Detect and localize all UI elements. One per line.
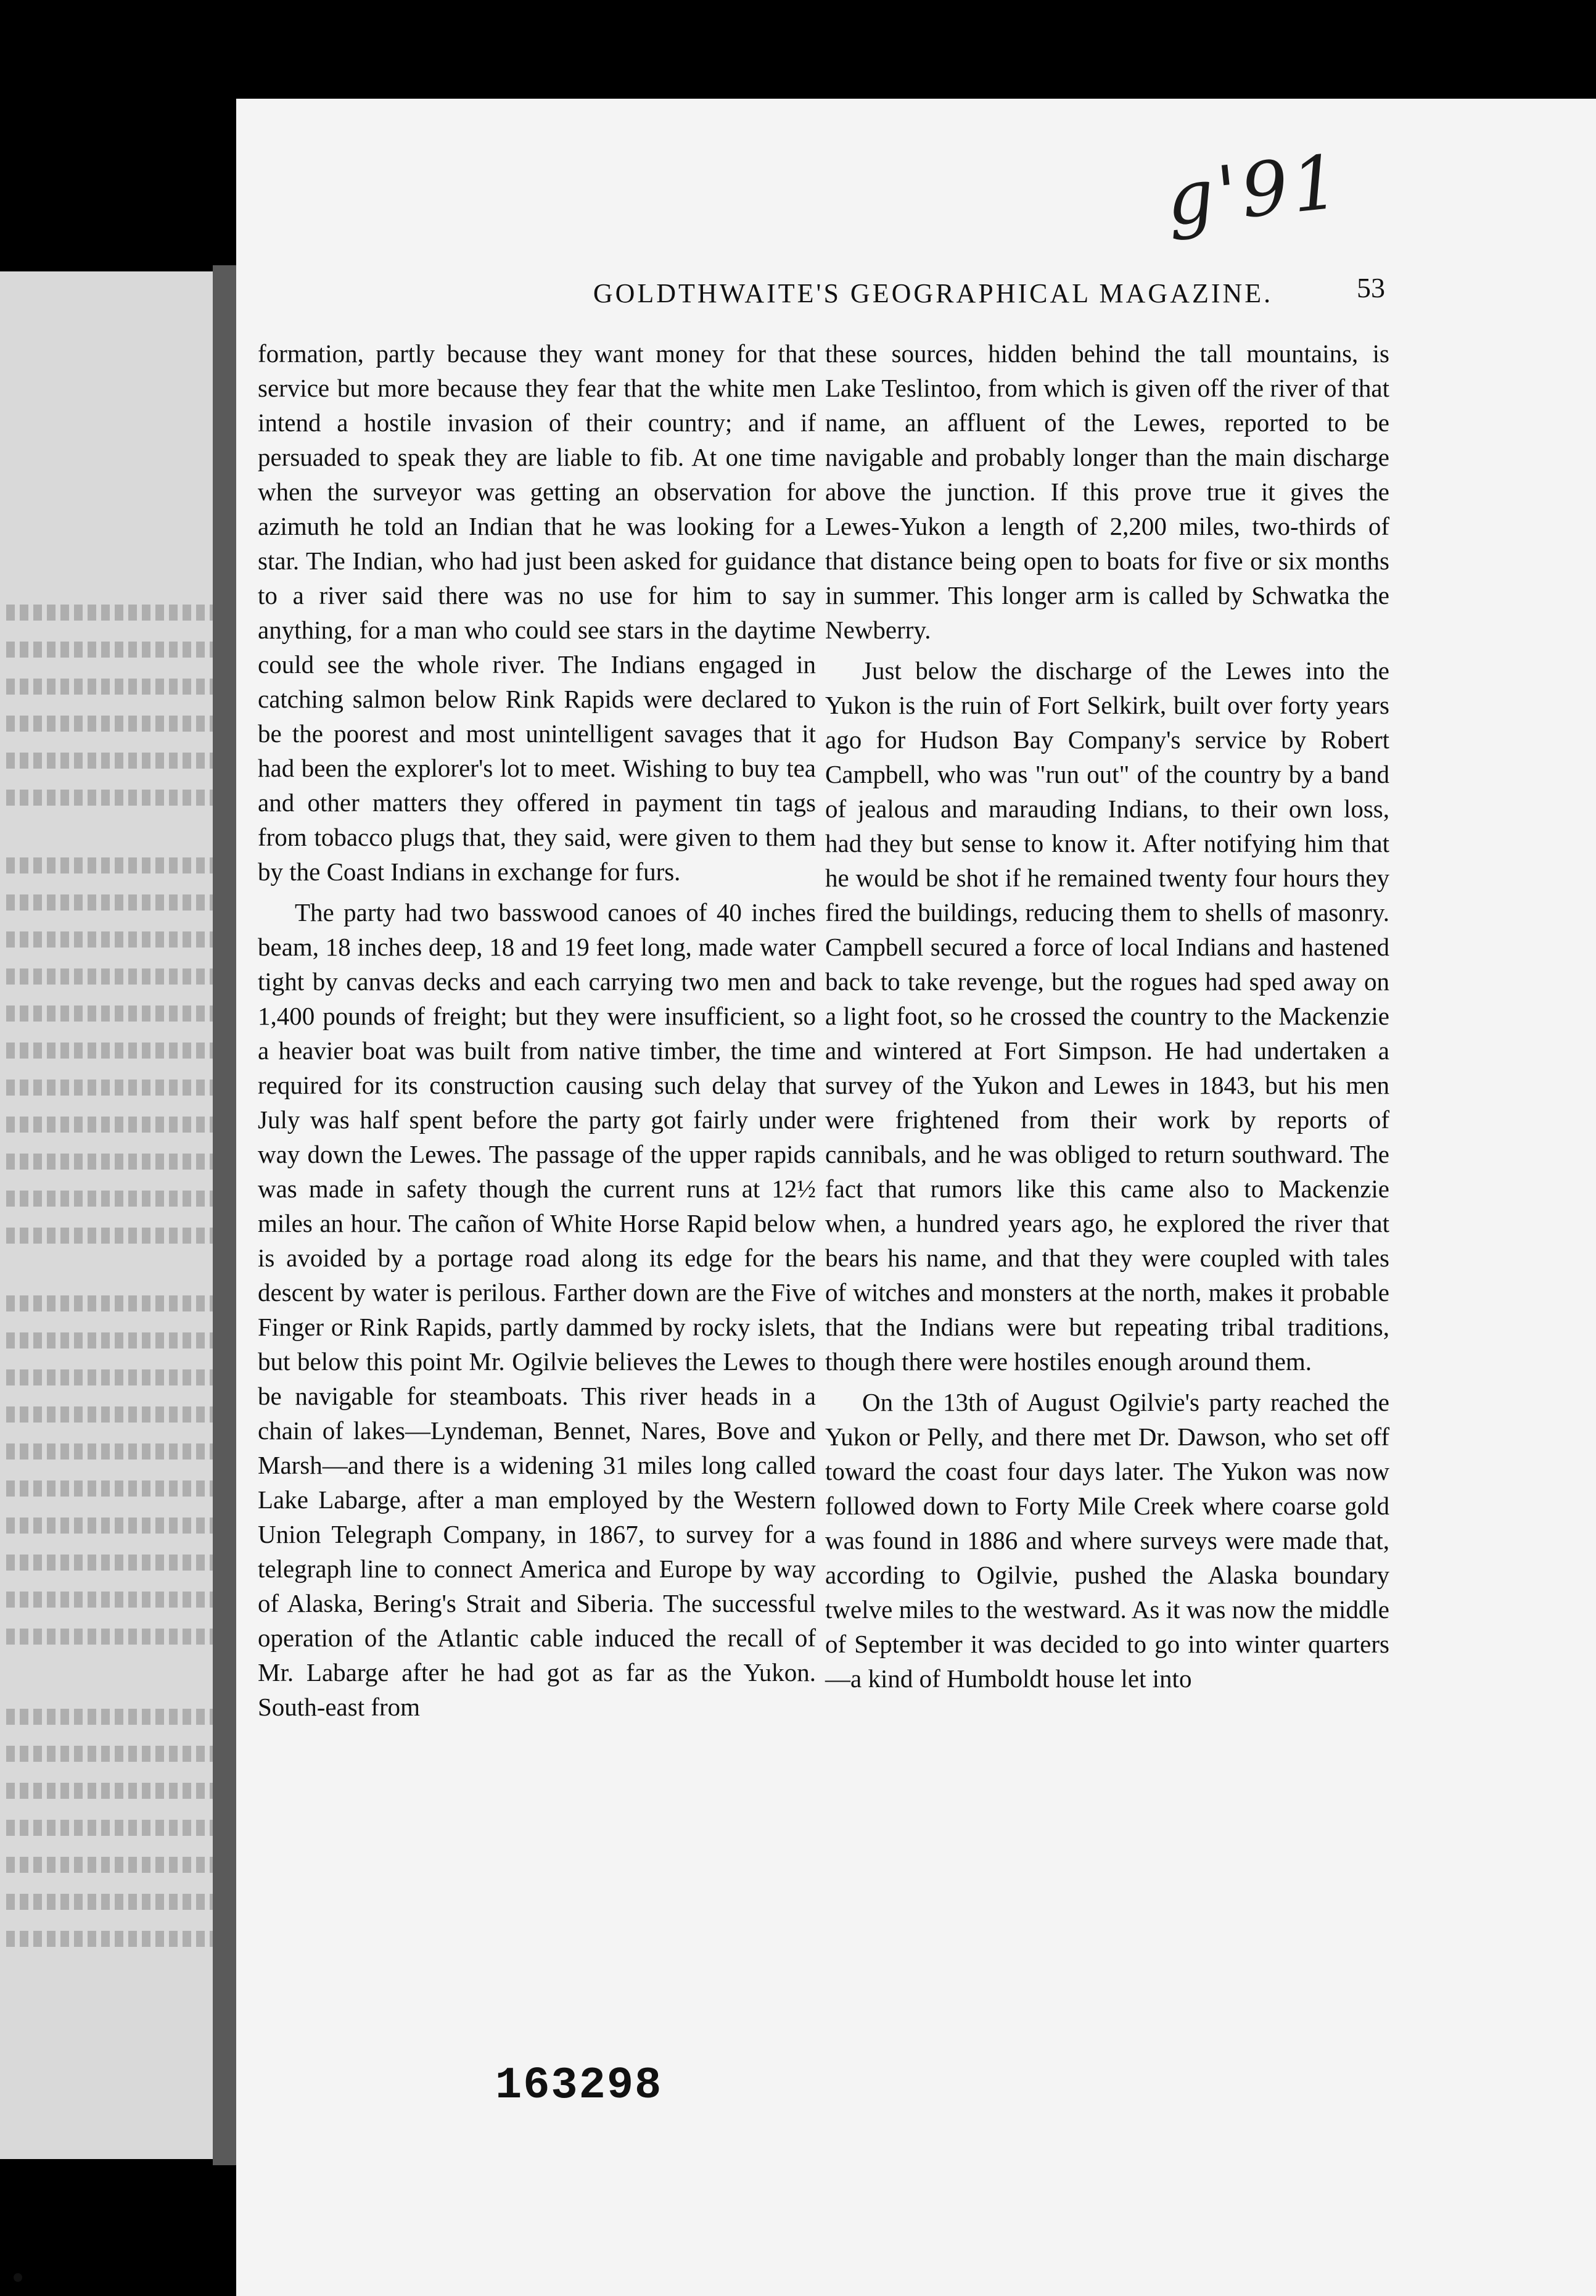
ghost-text-line — [6, 1443, 216, 1460]
left-column — [258, 336, 816, 1730]
ghost-text-line — [6, 1080, 216, 1096]
ghost-text-line — [6, 679, 216, 695]
ghost-text-line — [6, 1332, 216, 1348]
magazine-page — [236, 99, 1596, 2296]
ghost-text-line — [6, 1191, 216, 1207]
ghost-text-line — [6, 1857, 216, 1873]
ghost-text-line — [6, 1746, 216, 1762]
ghost-text-line — [6, 1117, 216, 1133]
paragraph: On the 13th of August Ogilvie's party reached the Yukon or Pelly, and there met Dr. Dawson, who set off toward the coast four days later. The Yukon was now followed down to Forty Mile Creek where coarse gold was found in 1886 and where surveys were made that, according to Ogilvie, pushed the Alaska boundary twelve miles to the westward. As it was now the middle of September it was decided to go into winter quarters—a kind of Humboldt house let into — [825, 1388, 1389, 1693]
ghost-text-line — [6, 1154, 216, 1170]
ghost-text-line — [6, 1518, 216, 1534]
ghost-text-line — [6, 1629, 216, 1645]
ghost-text-line — [6, 1228, 216, 1244]
ghost-text-line — [6, 1406, 216, 1423]
ghost-text-line — [6, 1369, 216, 1385]
paragraph: these sources, hidden behind the tall mountains, is Lake Teslintoo, from which is given off the river of that name, an affluent of the Lewes, reported to be navigable and probably longer than the main discharge above the junction. If this prove true it gives the Lewes-Yukon a length of 2,200 miles, two-thirds of that distance being open to boats for five or six months in summer. This longer arm is called by Schwatka the Newberry. — [825, 339, 1389, 644]
running-header: GOLDTHWAITE'S GEOGRAPHICAL MAGAZINE. — [593, 278, 1273, 308]
ghost-text-line — [6, 968, 216, 985]
page-number: 53 — [1357, 272, 1385, 304]
ghost-text-line — [6, 1006, 216, 1022]
paragraph: Just below the discharge of the Lewes into the Yukon is the ruin of Fort Selkirk, built over forty years ago for Hudson Bay Company's service by Robert Campbell, who was "run out" of the country by a band of jealous and marauding Indians, to their own loss, had they but sense to know it. After notifying him that he would be shot if he remained twenty four hours they fired the buildings, reducing them to shells of masonry. Campbell secured a force of local Indians and hastened back to take revenge, but the rogues had sped away on a light foot, so he crossed the country to the Mackenzie and wintered at Fort Simpson. He had undertaken a survey of the Yukon and Lewes in 1843, but his men were frightened from their work by reports of cannibals, and he was obliged to return southward. The fact that rumors like this came also to Mackenzie when, a hundred years ago, he explored the river that bears his name, and that they were coupled with tales of witches and monsters at the north, makes it probable that the Indians were but repeating tribal traditions, though there were hostiles enough around them. — [825, 656, 1389, 1376]
adjacent-page-edge — [0, 271, 225, 2159]
ghost-text-line — [6, 1592, 216, 1608]
handwritten-note: g'91 — [1162, 139, 1347, 243]
ghost-text-line — [6, 1894, 216, 1910]
ghost-text-line — [6, 642, 216, 658]
ghost-text-line — [6, 1709, 216, 1725]
scan-speck — [14, 2273, 22, 2282]
catalog-stamp-number: 163298 — [495, 2060, 663, 2111]
ghost-text-line — [6, 1931, 216, 1947]
ghost-text-line — [6, 1043, 216, 1059]
ghost-text-line — [6, 857, 216, 873]
ghost-text-line — [6, 1480, 216, 1497]
paragraph: The party had two basswood canoes of 40 inches beam, 18 inches deep, 18 and 19 feet long, made water tight by canvas decks and each carrying two men and 1,400 pounds of freight; but they were insufficient, so a heavier boat was built from native timber, the time required for its construction causing such delay that July was half spent before the party got fairly under way down the Lewes. The passage of the upper rapids was made in safety though the current runs at 12½ miles an hour. The cañon of White Horse Rapid below is avoided by a portage road along its edge for the descent by water is perilous. Farther down are the Five Finger or Rink Rapids, partly dammed by rocky islets, but below this point Mr. Ogilvie believes the Lewes to be navigable for steamboats. This river heads in a chain of lakes—Lyndeman, Bennet, Nares, Bove and Marsh—and there is a widening 31 miles long called Lake Labarge, after a man employed by the Western Union Telegraph Company, in 1867, to survey for a telegraph line to connect America and Europe by way of Alaska, Bering's Strait and Siberia. The successful operation of the Atlantic cable induced the recall of Mr. Labarge after he had got as far as the Yukon. South-east from — [258, 898, 816, 1721]
ghost-text-line — [6, 716, 216, 732]
ghost-text-line — [6, 1783, 216, 1799]
ghost-text-line — [6, 1295, 216, 1311]
page-gutter-shadow — [213, 265, 237, 2165]
ghost-text-line — [6, 1820, 216, 1836]
ghost-text-line — [6, 1555, 216, 1571]
ghost-text-line — [6, 605, 216, 621]
ghost-text-line — [6, 894, 216, 911]
paragraph: formation, partly because they want money for that service but more because they fear that the white men intend a hostile invasion of their country; and if persuaded to speak they are liable to fib. At one time when the surveyor was getting an observation for azimuth he told an Indian that he was looking for a star. The Indian, who had just been asked for guidance to a river said there was no use for him to say anything, for a man who could see stars in the daytime could see the whole river. The Indians engaged in catching salmon below Rink Rapids were declared to be the poorest and most unintelligent savages that it had been the explorer's lot to meet. Wishing to buy tea and other matters they offered in payment tin tags from tobacco plugs that, they said, were given to them by the Coast Indians in exchange for furs. — [258, 339, 816, 886]
right-column — [825, 336, 1389, 1702]
ghost-text-line — [6, 753, 216, 769]
ghost-text-line — [6, 931, 216, 948]
ghost-text-line — [6, 790, 216, 806]
